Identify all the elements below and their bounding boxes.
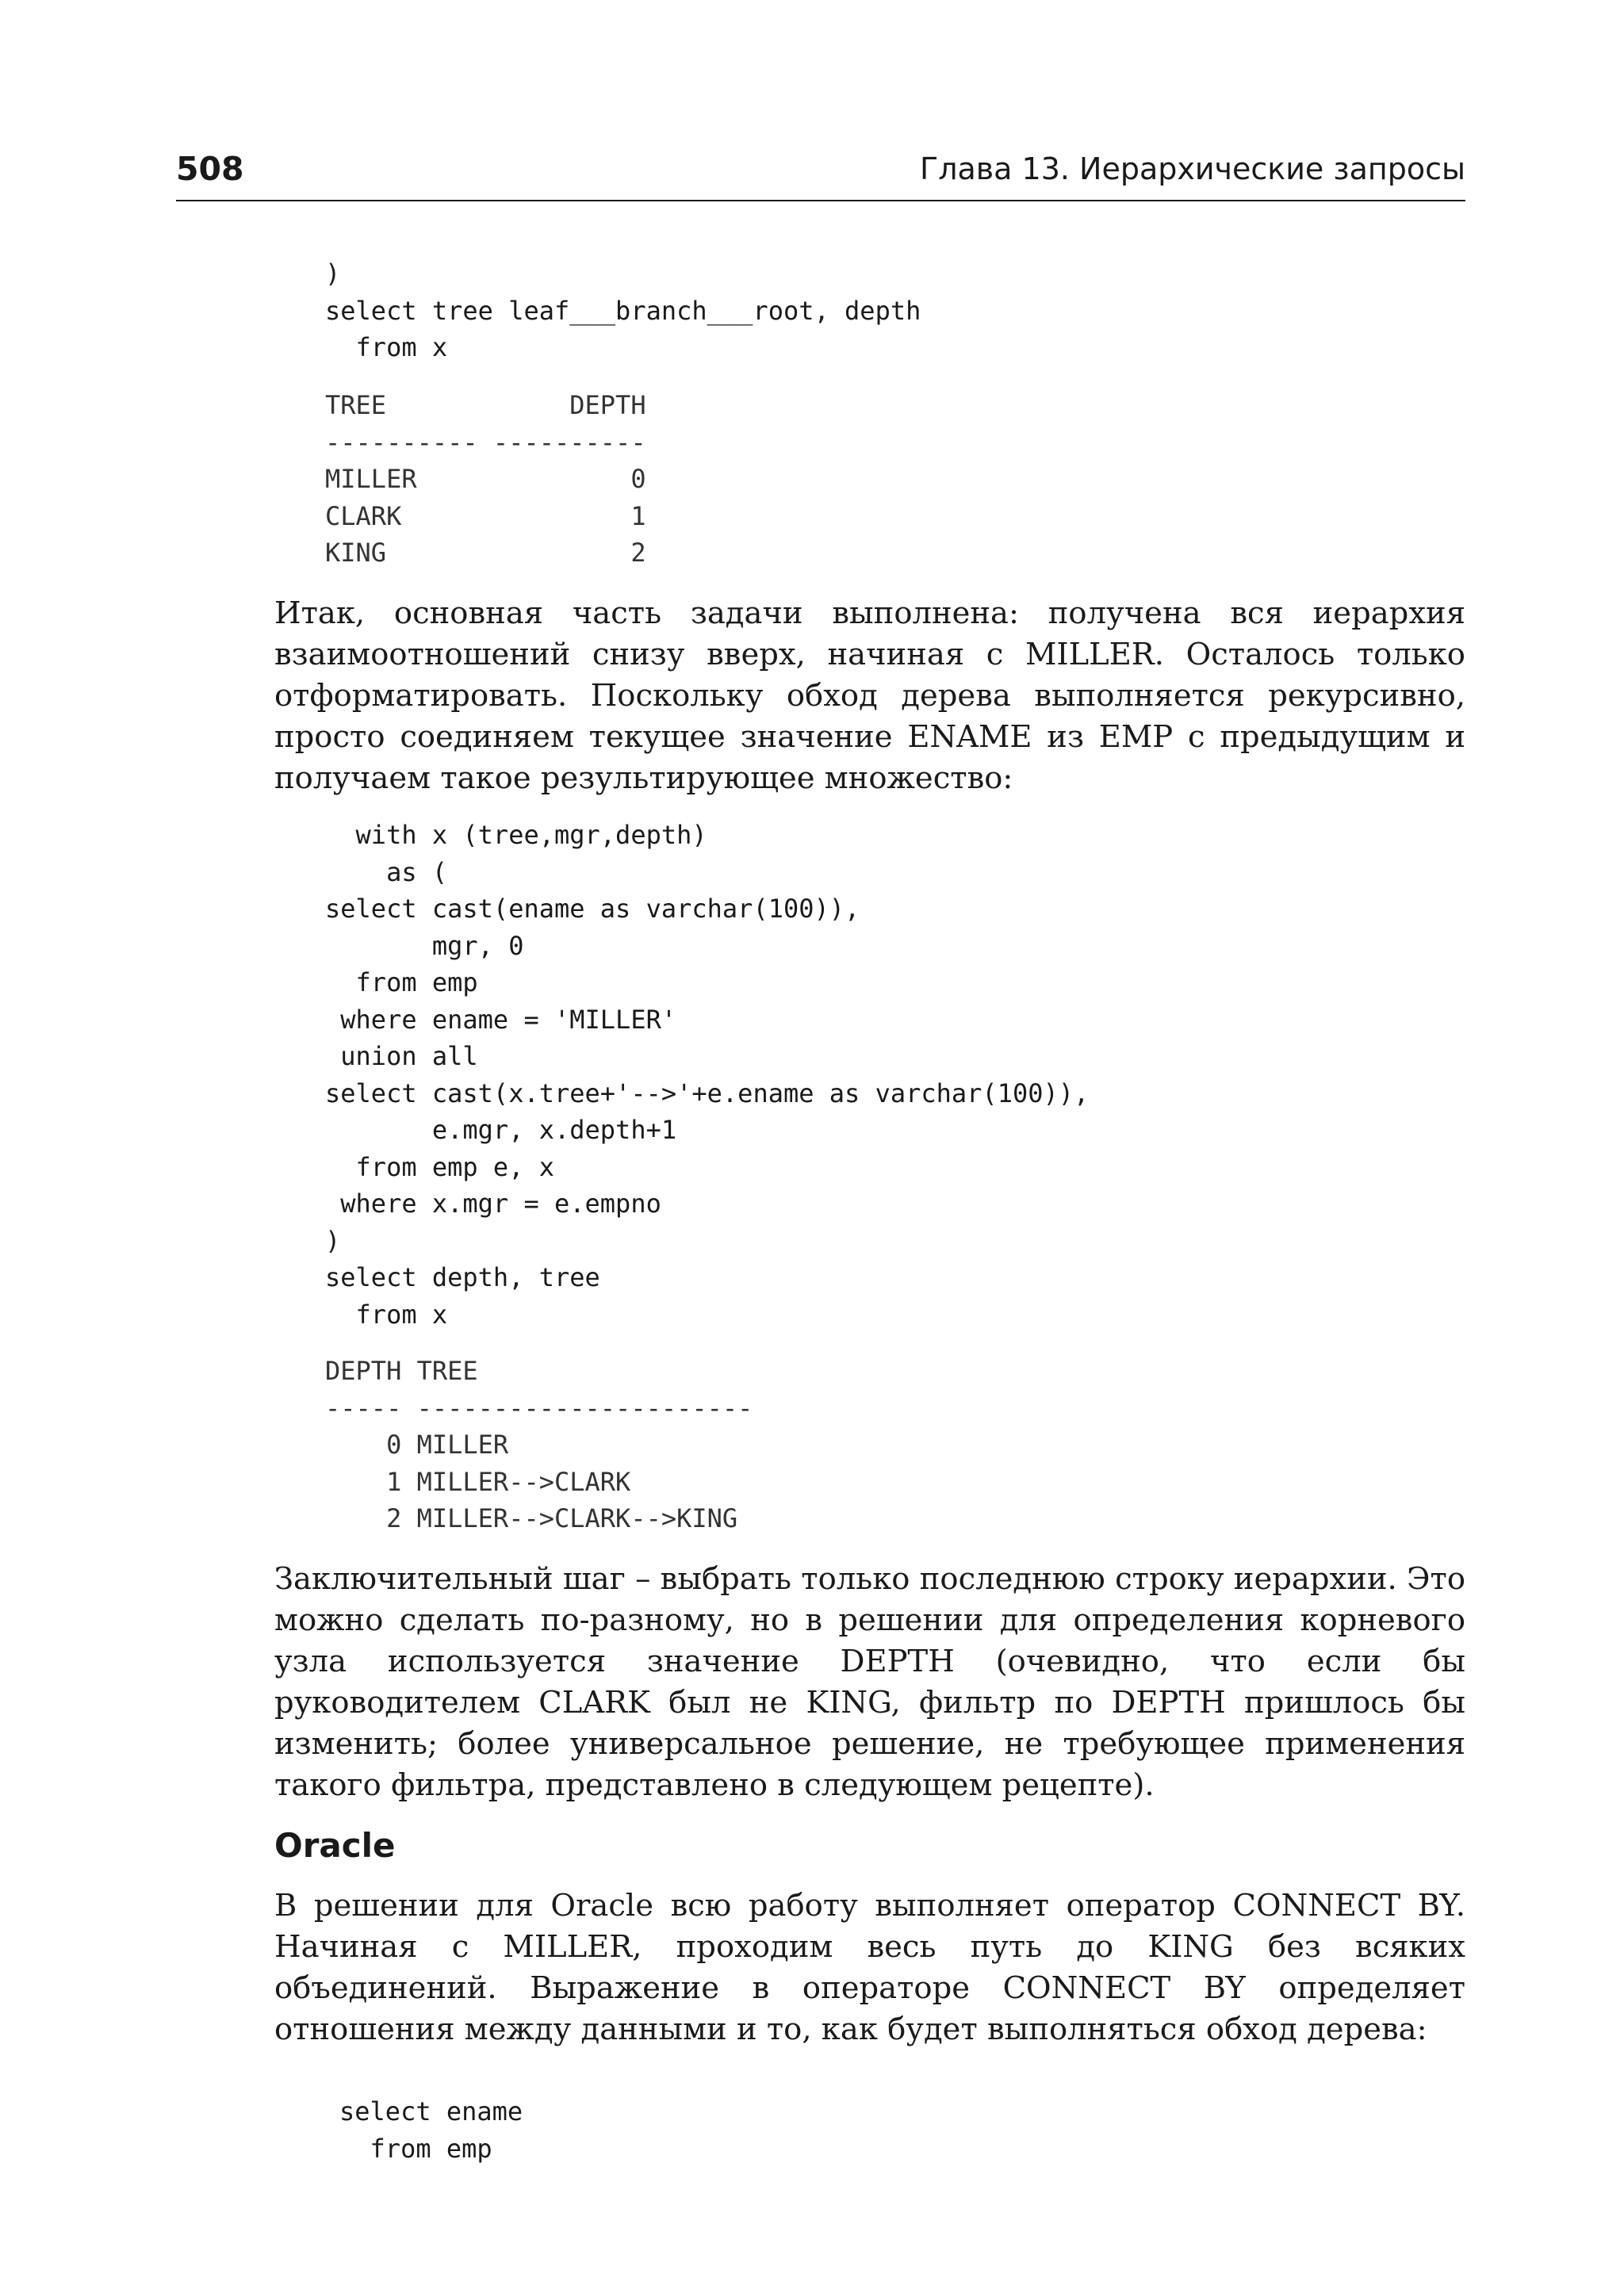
paragraph-format-hierarchy: Итак, основная часть задачи выполнена: получена вся иерархия взаимоотношений снизу вверх, начиная с MILLER. Осталось только отформатировать. Поскольку обход дерева выполняется рекурсивно, просто соединяем текущее значение ENAME из EMP с предыдущим и получаем такое результирующее множество: [274, 595, 1465, 796]
page-header [176, 147, 1465, 201]
paragraph-oracle-solution: В решении для Oracle всю работу выполняет оператор CONNECT BY. Начиная с MILLER, проходим весь путь до KING без всяких объединений. Выражение в операторе CONNECT BY определяет отношения между данными и то, как будет выполняться обход дерева: [274, 1888, 1465, 2047]
code-block-recursive-cte: with x (tree,mgr,depth) as ( select cast(ename as varchar(100)), mgr, 0 from emp where ename = 'MILLER' union all select cast(x.tree+'-->'+e.ename as varchar(100)), e.mgr, x.depth+1 from emp e, x where x.mgr = e.empno ) select depth, tree from x [325, 820, 1090, 1330]
code-block-select-tree: ) select tree leaf___branch___root, depth from x [325, 258, 921, 362]
running-head: Глава 13. Иерархические запросы [920, 151, 1465, 186]
code-block-oracle-select: select ename from emp [339, 2096, 523, 2164]
page-number: 508 [176, 150, 244, 188]
query-output-tree-depth: TREE DEPTH ---------- ---------- MILLER 0 CLARK 1 KING 2 [325, 390, 646, 568]
query-output-depth-tree: DEPTH TREE ----- ---------------------- 0 MILLER 1 MILLER-->CLARK 2 MILLER-->CLARK-->KING [325, 1356, 753, 1533]
subheading-oracle: Oracle [274, 1826, 396, 1865]
paragraph-final-step: Заключительный шаг – выбрать только последнюю строку иерархии. Это можно сделать по-разному, но в решении для определения корневого узла используется значение DEPTH (очевидно, что если бы руководителем CLARK был не KING, фильтр по DEPTH пришлось бы изменить; более универсальное решение, не требующее применения такого фильтра, представлено в следующем рецепте). [274, 1561, 1465, 1803]
